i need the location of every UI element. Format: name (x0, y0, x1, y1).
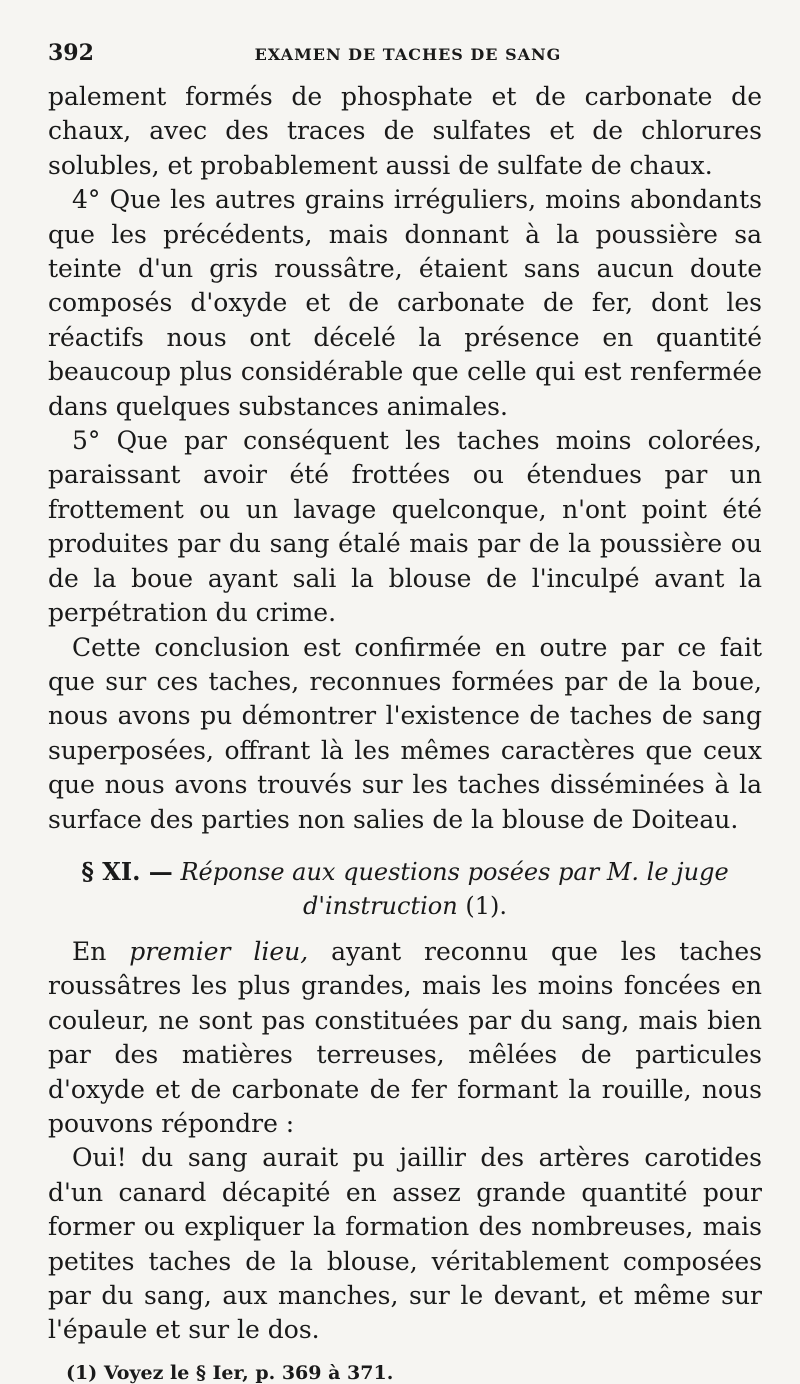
section-title: Réponse aux questions posées par M. le juge d'instruction (180, 857, 729, 920)
body-text (48, 80, 762, 1348)
answer-text: ayant reconnu que les taches roussâtres les plus grandes, mais les moins foncées en couleur, ne sont pas constituées par du sang, mais bien par des matières terreuses, mêlées de particules d'oxyde et de carbonate de fer formant la rouille, nous pouvons répondre : (48, 936, 762, 1138)
lead-prefix: En (72, 936, 107, 966)
paragraph-point-4: 4° Que les autres grains irréguliers, moins abondants que les précédents, mais donnant à la poussière sa teinte d'un gris roussâtre, étaient sans aucun doute composés d'oxyde et de carbonate de fer, dont les réactifs nous ont décelé la présence en quantité beaucoup plus considérable que celle qui est renfermée dans quelques substances animales. (48, 185, 762, 421)
paragraph-first-answer (48, 935, 762, 1141)
footnote: (1) Voyez le § Ier, p. 369 à 371. (66, 1361, 394, 1384)
lead-italic: premier lieu, (129, 936, 309, 966)
paragraph-point-5: 5° Que par conséquent les taches moins colorées, paraissant avoir été frottées ou étendues par un frottement ou un lavage quelconque, n'ont point été produites par du sang étalé mais par de la poussière ou de la boue ayant sali la blouse de l'inculpé avant la perpétration du crime. (48, 426, 762, 628)
paragraph-conclusion: Cette conclusion est confirmée en outre par ce fait que sur ces taches, reconnues formées par de la boue, nous avons pu démontrer l'existence de taches de sang superposées, offrant là les mêmes caractères que ceux que nous avons trouvés sur les taches disséminées à la surface des parties non salies de la blouse de Doiteau. (48, 632, 762, 834)
paragraph-oui: Oui! du sang aurait pu jaillir des artères carotides d'un canard décapité en assez grande quantité pour former ou expliquer la formation des nombreuses, mais petites taches de la blouse, véritablement composées par du sang, aux manches, sur le devant, et même sur l'épaule et sur le dos. (48, 1143, 762, 1345)
paragraph-continuation: palement formés de phosphate et de carbonate de chaux, avec des traces de sulfates et de chlorures solubles, et probablement aussi de sulfate de chaux. (48, 82, 762, 180)
running-head (48, 40, 762, 80)
section-heading (48, 855, 762, 923)
book-page (48, 40, 762, 1384)
section-number: § XI. — (81, 856, 173, 886)
running-title: EXAMEN DE TACHES DE SANG (254, 45, 562, 64)
page-number: 392 (48, 40, 94, 66)
footnote-reference: (1). (465, 891, 507, 920)
